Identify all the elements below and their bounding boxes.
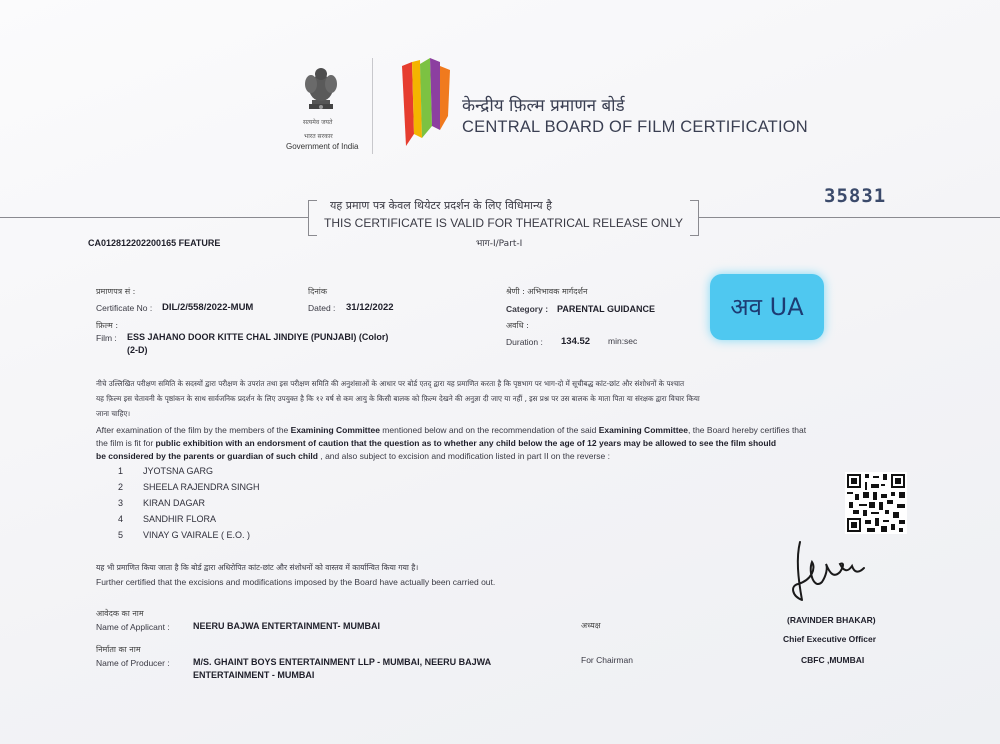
cert-no-label-hindi: प्रमाणपत्र सं : bbox=[96, 287, 136, 296]
english-para-3a: be considered by the parents or guardian of such child bbox=[96, 451, 318, 461]
english-para-1d: Examining Committee bbox=[598, 425, 688, 435]
english-para-line-2 bbox=[96, 437, 776, 450]
member-name-4: SANDHIR FLORA bbox=[143, 514, 217, 524]
english-para-2b: public exhibition with an endorsment of caution that the question as to whether any child below the age of 12 years may be allowed to see the film should bbox=[155, 438, 777, 448]
banner-rule-right bbox=[698, 217, 1000, 218]
cert-no-value: DIL/2/558/2022-MUM bbox=[162, 302, 254, 313]
cbfc-logo-icon bbox=[398, 56, 454, 152]
english-para-3b: , and also subject to excision and modification listed in part II on the reverse : bbox=[317, 451, 610, 461]
producer-label-hindi: निर्माता का नाम bbox=[96, 645, 141, 654]
emblem-icon bbox=[300, 64, 342, 122]
english-para-1b: Examining Committee bbox=[290, 425, 380, 435]
signatory-office: CBFC ,MUMBAI bbox=[801, 655, 865, 665]
applicant-label-hindi: आवेदक का नाम bbox=[96, 609, 144, 618]
emblem-caption-hindi: भारत सरकार bbox=[304, 133, 333, 140]
date-value: 31/12/2022 bbox=[346, 302, 394, 313]
english-para-1a: After examination of the film by the members of the bbox=[96, 425, 291, 435]
rating-stamp: अव UA bbox=[710, 274, 824, 340]
further-hindi: यह भी प्रमाणित किया जाता है कि बोर्ड द्वारा अधिरोपित कांट-छांट और संशोधनों को वास्तव में कार्यान्वित किया गया है। bbox=[96, 563, 419, 572]
banner-bracket-left bbox=[308, 200, 317, 236]
date-label: Dated : bbox=[308, 303, 336, 313]
english-para-1c: mentioned below and on the recommendation of the said bbox=[379, 425, 599, 435]
org-name-hindi: केन्द्रीय फ़िल्म प्रमाणन बोर्ड bbox=[462, 96, 625, 116]
hindi-para-line-1: नीचे उल्लिखित परीक्षण समिति के सदस्यों द्वारा परीक्षण के उपरांत तथा इस परीक्षण समिति की अनुशंसाओं के आधार पर बोर्ड एतद् द्वारा यह प्रमाणित करता है कि पृष्ठभाग पर भाग-दो में सूचीबद्ध कांट-छांट और संशोधनों के पश्चात bbox=[96, 379, 685, 388]
member-num-1: 1 bbox=[118, 466, 124, 476]
film-title: ESS JAHANO DOOR KITTE CHAL JINDIYE (PUNJABI) (Color) bbox=[127, 332, 389, 342]
member-num-2: 2 bbox=[118, 482, 124, 492]
duration-value: 134.52 bbox=[561, 336, 591, 347]
chair-hindi: अध्यक्ष bbox=[581, 621, 601, 630]
banner-bracket-right bbox=[690, 200, 699, 236]
category-value: PARENTAL GUIDANCE bbox=[557, 304, 656, 314]
category-label-hindi: श्रेणी : अभिभावक मार्गदर्शन bbox=[506, 287, 588, 296]
member-name-1: JYOTSNA GARG bbox=[143, 466, 214, 476]
header-divider bbox=[372, 58, 373, 154]
english-para-2a: the film is fit for bbox=[96, 438, 156, 448]
category-label: Category : bbox=[506, 304, 549, 314]
org-name-english: CENTRAL BOARD OF FILM CERTIFICATION bbox=[462, 118, 808, 136]
film-label: Film : bbox=[96, 333, 117, 343]
english-para-line-1 bbox=[96, 424, 806, 437]
chair-english: For Chairman bbox=[581, 655, 633, 665]
producer-value-line-1: M/S. GHAINT BOYS ENTERTAINMENT LLP - MUMBAI, NEERU BAJWA bbox=[193, 657, 492, 667]
film-label-hindi: फ़िल्म : bbox=[96, 321, 119, 330]
banner-rule-left bbox=[0, 217, 308, 218]
emblem-motto: सत्यमेव जयते bbox=[303, 119, 333, 126]
member-name-2: SHEELA RAJENDRA SINGH bbox=[143, 482, 260, 492]
applicant-value: NEERU BAJWA ENTERTAINMENT- MUMBAI bbox=[193, 621, 380, 631]
duration-unit: min:sec bbox=[608, 336, 638, 346]
serial-number: 35831 bbox=[824, 185, 887, 207]
signatory-title: Chief Executive Officer bbox=[783, 634, 877, 644]
member-num-4: 4 bbox=[118, 514, 124, 524]
applicant-label: Name of Applicant : bbox=[96, 622, 170, 632]
cert-no-label: Certificate No : bbox=[96, 303, 153, 313]
duration-label-hindi: अवधि : bbox=[506, 321, 529, 330]
film-format: (2-D) bbox=[127, 345, 148, 355]
member-num-3: 3 bbox=[118, 498, 124, 508]
date-label-hindi: दिनांक bbox=[308, 287, 327, 296]
english-para-1e: , the Board hereby certifies that bbox=[688, 425, 807, 435]
qr-code-icon bbox=[845, 472, 907, 534]
part-label: भाग-I/Part-I bbox=[476, 239, 523, 249]
signature-icon bbox=[782, 538, 882, 610]
english-para-line-3 bbox=[96, 450, 610, 463]
validity-hindi: यह प्रमाण पत्र केवल थियेटर प्रदर्शन के लिए विधिमान्य है bbox=[330, 199, 552, 212]
hindi-para-line-2: यह फ़िल्म इस चेतावनी के पृष्ठांकन के साथ सार्वजनिक प्रदर्शन के लिए उपयुक्त है कि १२ वर्ष से कम आयु के किसी बालक को फ़िल्म देखने की अनुज्ञा दी जाए या नहीं , इस प्रश्न पर उस बालक के माता पिता या संरक्षक द्वारा विचार किया bbox=[96, 394, 700, 403]
signatory-name: (RAVINDER BHAKAR) bbox=[787, 615, 876, 625]
member-name-3: KIRAN DAGAR bbox=[143, 498, 206, 508]
hindi-para-line-3: जाना चाहिए। bbox=[96, 409, 131, 418]
validity-english: THIS CERTIFICATE IS VALID FOR THEATRICAL RELEASE ONLY bbox=[324, 216, 683, 230]
producer-label: Name of Producer : bbox=[96, 658, 170, 668]
member-num-5: 5 bbox=[118, 530, 124, 540]
further-english: Further certified that the excisions and modifications imposed by the Board have actually been carried out. bbox=[96, 577, 496, 587]
member-name-5: VINAY G VAIRALE ( E.O. ) bbox=[143, 530, 251, 540]
emblem-caption: Government of India bbox=[286, 142, 359, 151]
reference-number: CA012812202200165 FEATURE bbox=[88, 238, 221, 248]
duration-label: Duration : bbox=[506, 337, 543, 347]
producer-value-line-2: ENTERTAINMENT - MUMBAI bbox=[193, 670, 315, 680]
